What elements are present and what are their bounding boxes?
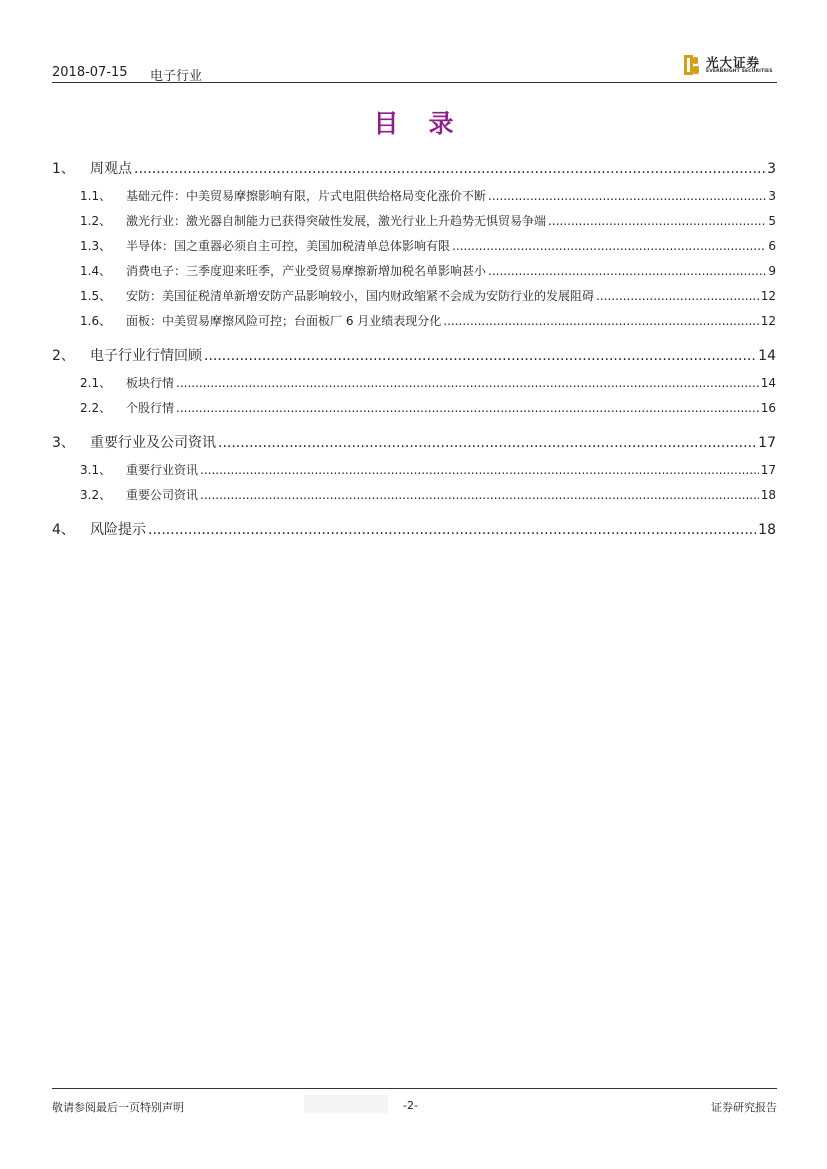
toc-title: 目录 bbox=[373, 109, 484, 138]
toc-entry-number: 2、 bbox=[52, 348, 75, 364]
industry-label: 电子行业 bbox=[150, 69, 203, 84]
toc-entry-page: 6 bbox=[768, 239, 776, 253]
toc-entry-text: 面板：中美贸易摩擦风险可控；台面板厂 6 月业绩表现分化 bbox=[126, 314, 442, 328]
toc-entry[interactable] bbox=[52, 461, 776, 478]
toc-entry-page: 9 bbox=[768, 264, 776, 278]
toc-leader-dots bbox=[176, 401, 759, 415]
toc-entry[interactable] bbox=[52, 187, 776, 204]
toc-entry-page: 3 bbox=[768, 189, 776, 203]
toc-entry-text: 周观点 bbox=[90, 161, 132, 177]
toc-leader-dots bbox=[148, 522, 756, 538]
toc-leader-dots bbox=[218, 435, 756, 451]
toc-entry[interactable] bbox=[52, 399, 776, 416]
toc-entry-page: 5 bbox=[768, 214, 776, 228]
toc-entry-text: 基础元件：中美贸易摩擦影响有限，片式电阻供给格局变化涨价不断 bbox=[126, 189, 487, 203]
toc-entry-page: 3 bbox=[767, 161, 776, 177]
toc-leader-dots bbox=[204, 348, 756, 364]
toc-leader-dots bbox=[176, 376, 759, 390]
toc-entry[interactable] bbox=[52, 345, 776, 365]
toc-leader-dots bbox=[548, 214, 766, 228]
toc-entry-text: 重要公司资讯 bbox=[126, 488, 199, 502]
report-type: 证券研究报告 bbox=[711, 1101, 777, 1114]
toc-leader-dots bbox=[488, 189, 766, 203]
page-footer bbox=[52, 1088, 777, 1128]
toc-entry-text: 电子行业行情回顾 bbox=[90, 348, 202, 364]
toc-leader-dots bbox=[134, 161, 765, 177]
toc-entry-number: 3、 bbox=[52, 435, 75, 451]
report-date: 2018-07-15 bbox=[52, 65, 128, 80]
toc-entry-number: 1.4、 bbox=[80, 264, 112, 278]
toc-entry-page: 12 bbox=[760, 314, 776, 328]
toc-entry-number: 3.1、 bbox=[80, 463, 112, 477]
toc-entry-text: 激光行业：激光器自制能力已获得突破性发展，激光行业上升趋势无惧贸易争端 bbox=[126, 214, 547, 228]
toc-entry-text: 重要行业资讯 bbox=[126, 463, 199, 477]
toc-entry-page: 18 bbox=[760, 488, 776, 502]
toc-entry-text: 半导体：国之重器必须自主可控，美国加税清单总体影响有限 bbox=[126, 239, 451, 253]
toc-entry-page: 17 bbox=[760, 463, 776, 477]
toc-leader-dots bbox=[596, 289, 759, 303]
toc-entry[interactable] bbox=[52, 237, 776, 254]
toc-entry-page: 16 bbox=[760, 401, 776, 415]
watermark bbox=[304, 1095, 388, 1113]
toc-entry[interactable] bbox=[52, 158, 776, 178]
toc-entry-text: 个股行情 bbox=[126, 401, 175, 415]
toc-entry-text: 重要行业及公司资讯 bbox=[90, 435, 216, 451]
toc-entry[interactable] bbox=[52, 374, 776, 391]
toc-entry-text: 消费电子：三季度迎来旺季，产业受贸易摩擦新增加税名单影响甚小 bbox=[126, 264, 487, 278]
page-header bbox=[52, 52, 777, 83]
toc-leader-dots bbox=[452, 239, 766, 253]
toc-entry-number: 3.2、 bbox=[80, 488, 112, 502]
page-number: -2- bbox=[403, 1099, 418, 1112]
toc-leader-dots bbox=[200, 488, 759, 502]
toc-entry-number: 1、 bbox=[52, 161, 75, 177]
company-logo bbox=[684, 53, 777, 78]
toc-entry-number: 2.2、 bbox=[80, 401, 112, 415]
logo-text-en: EVERBRIGHT SECURITIES bbox=[706, 69, 773, 74]
toc-entry-number: 1.5、 bbox=[80, 289, 112, 303]
toc-entry-page: 12 bbox=[760, 289, 776, 303]
toc-entry[interactable] bbox=[52, 312, 776, 329]
toc-entry-text: 安防：美国征税清单新增安防产品影响较小，国内财政缩紧不会成为安防行业的发展阻碍 bbox=[126, 289, 595, 303]
toc-entry-page: 18 bbox=[758, 522, 776, 538]
toc-entry[interactable] bbox=[52, 432, 776, 452]
toc-entry-number: 2.1、 bbox=[80, 376, 112, 390]
toc-leader-dots bbox=[488, 264, 766, 278]
toc-entry[interactable] bbox=[52, 519, 776, 539]
toc-entry-text: 风险提示 bbox=[90, 522, 146, 538]
toc-entry[interactable] bbox=[52, 212, 776, 229]
toc-entry-page: 14 bbox=[760, 376, 776, 390]
toc-entry[interactable] bbox=[52, 287, 776, 304]
toc-entry-number: 1.3、 bbox=[80, 239, 112, 253]
toc-entry-number: 4、 bbox=[52, 522, 75, 538]
toc-entry-number: 1.2、 bbox=[80, 214, 112, 228]
disclaimer-note: 敬请参阅最后一页特别声明 bbox=[52, 1101, 184, 1114]
logo-mark-icon bbox=[684, 55, 699, 75]
toc-entry[interactable] bbox=[52, 262, 776, 279]
toc-entry[interactable] bbox=[52, 486, 776, 503]
toc-leader-dots bbox=[200, 463, 759, 477]
toc-entry-page: 14 bbox=[758, 348, 776, 364]
toc-entry-number: 1.6、 bbox=[80, 314, 112, 328]
toc-entry-number: 1.1、 bbox=[80, 189, 112, 203]
toc-entry-text: 板块行情 bbox=[126, 376, 175, 390]
toc-entry-page: 17 bbox=[758, 435, 776, 451]
logo-text-cn: 光大证券 bbox=[706, 55, 761, 70]
toc-leader-dots bbox=[443, 314, 758, 328]
